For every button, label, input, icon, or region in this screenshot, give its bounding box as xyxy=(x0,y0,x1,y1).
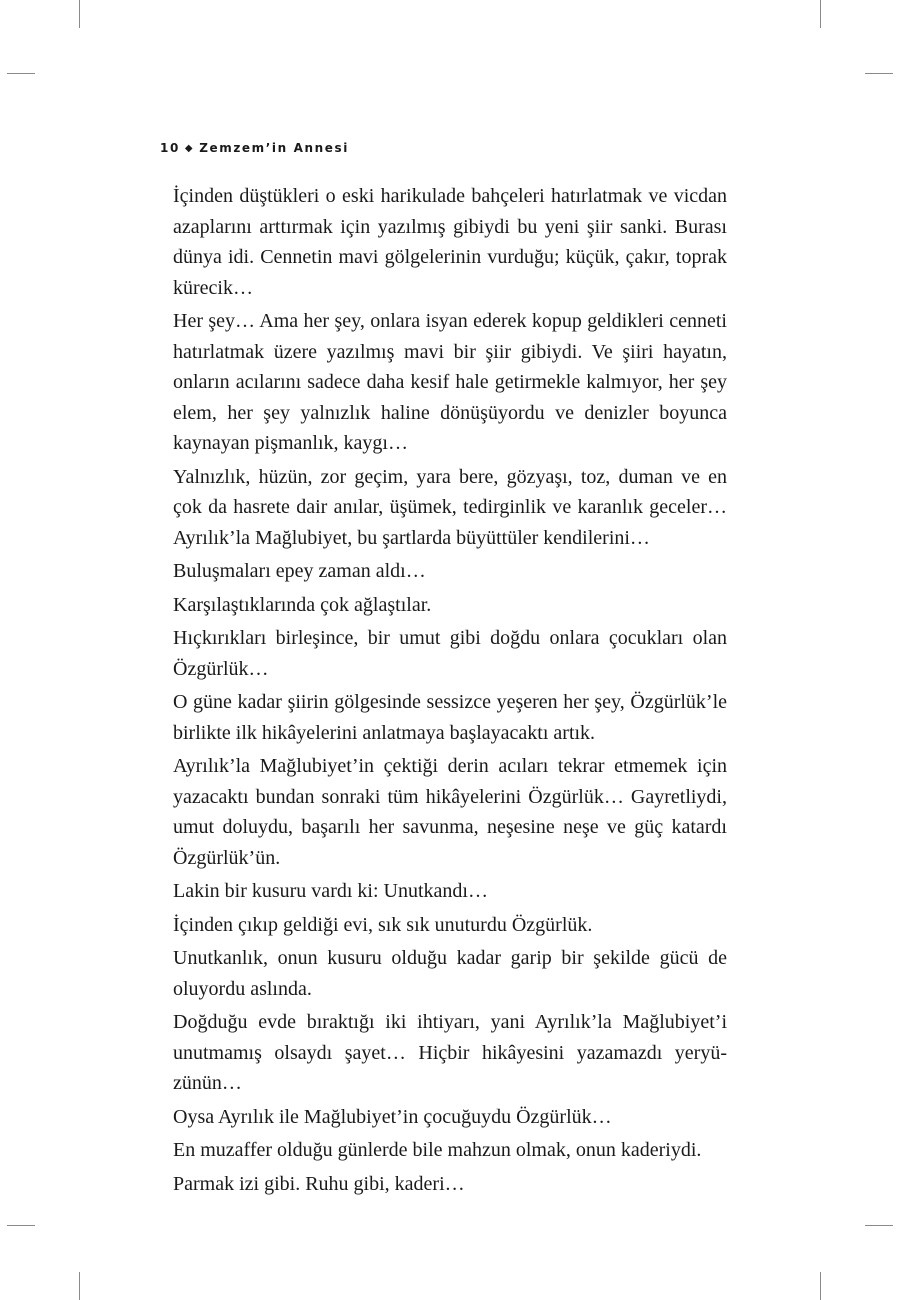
paragraph: Lakin bir kusuru vardı ki: Unutkandı… xyxy=(173,880,488,902)
crop-mark-top-left xyxy=(79,0,80,28)
book-title: Zemzem’in Annesi xyxy=(199,141,349,155)
paragraph: Doğduğu evde bıraktığı iki ihtiyarı, yani Ayrılık’la Mağlubiyet’i unutmamış olsaydı şayet… Hiçbir hikâyesini yazamazdı yeryüzünün… xyxy=(173,1011,727,1094)
diamond-separator-icon: ◆ xyxy=(184,143,195,154)
paragraph: En muzaffer olduğu günlerde bile mahzun olmak, onun kaderiydi. xyxy=(173,1139,702,1161)
crop-mark-bottom-left xyxy=(79,1272,80,1300)
paragraph: Oysa Ayrılık ile Mağlubiyet’in çocuğuydu Özgürlük… xyxy=(173,1105,612,1128)
paragraph: Ayrılık’la Mağlubiyet’in çektiği derin acıları tekrar etmemek için yazacaktı bundan sonraki tüm hikâyelerini Özgürlük… Gayretliydi, umut doluydu, başarılı her savunma, neşesine neşe ve güç katardı Özgürlük’ün. xyxy=(173,755,727,869)
paragraph: Hıçkırıkları birleşince, bir umut gibi doğdu onlara çocukları olan Özgürlük… xyxy=(173,627,727,680)
crop-mark-bottom-left xyxy=(7,1225,35,1226)
crop-mark-bottom-right xyxy=(865,1225,893,1226)
paragraph: İçinden çıkıp geldiği evi, sık sık unuturdu Özgürlük. xyxy=(173,913,593,936)
paragraph: Unutkanlık, onun kusuru olduğu kadar garip bir şekilde gücü de oluyordu aslında. xyxy=(173,947,727,1000)
running-head xyxy=(160,141,349,155)
paragraph: Her şey… Ama her şey, onlara isyan ederek kopup geldikleri cenneti hatırlatmak üzere yazılmış mavi bir şiir gibiydi. Ve şiiri hayatın, onların acılarını sadece daha kesif hale getirmekle kalmıyor, her şey elem, her şey yalnızlık haline dönüşüyordu ve denizler boyunca kaynayan pişmanlık, kaygı… xyxy=(173,310,727,454)
crop-mark-top-right xyxy=(865,73,893,74)
paragraph: Yalnızlık, hüzün, zor geçim, yara bere, gözyaşı, toz, duman ve en çok da hasrete dair anılar, üşümek, tedirginlik ve karanlık geceler… Ayrılık’la Mağlubiyet, bu şartlarda büyüttüler kendilerini… xyxy=(173,465,727,549)
paragraph: Buluşmaları epey zaman aldı… xyxy=(173,560,426,582)
paragraph: Parmak izi gibi. Ruhu gibi, kaderi… xyxy=(173,1172,465,1195)
crop-mark-top-right xyxy=(820,0,821,28)
body-text xyxy=(173,181,727,1202)
crop-mark-bottom-right xyxy=(820,1272,821,1300)
paragraph: İçinden düştükleri o eski harikulade bahçeleri hatırlatmak ve vicdan azaplarını arttırmak için yazılmış gibiydi bu yeni şiir sanki. Burası dünya idi. Cennetin mavi gölgelerinin vurduğu; küçük, çakır, toprak kürecik… xyxy=(173,185,727,299)
paragraph: O güne kadar şiirin gölgesinde sessizce yeşeren her şey, Özgürlük’le birlikte ilk hikâyelerini anlatmaya başlayacaktı artık. xyxy=(173,691,727,744)
paragraph: Karşılaştıklarında çok ağlaştılar. xyxy=(173,593,432,616)
page-number: 10 xyxy=(160,141,180,155)
crop-mark-top-left xyxy=(7,73,35,74)
